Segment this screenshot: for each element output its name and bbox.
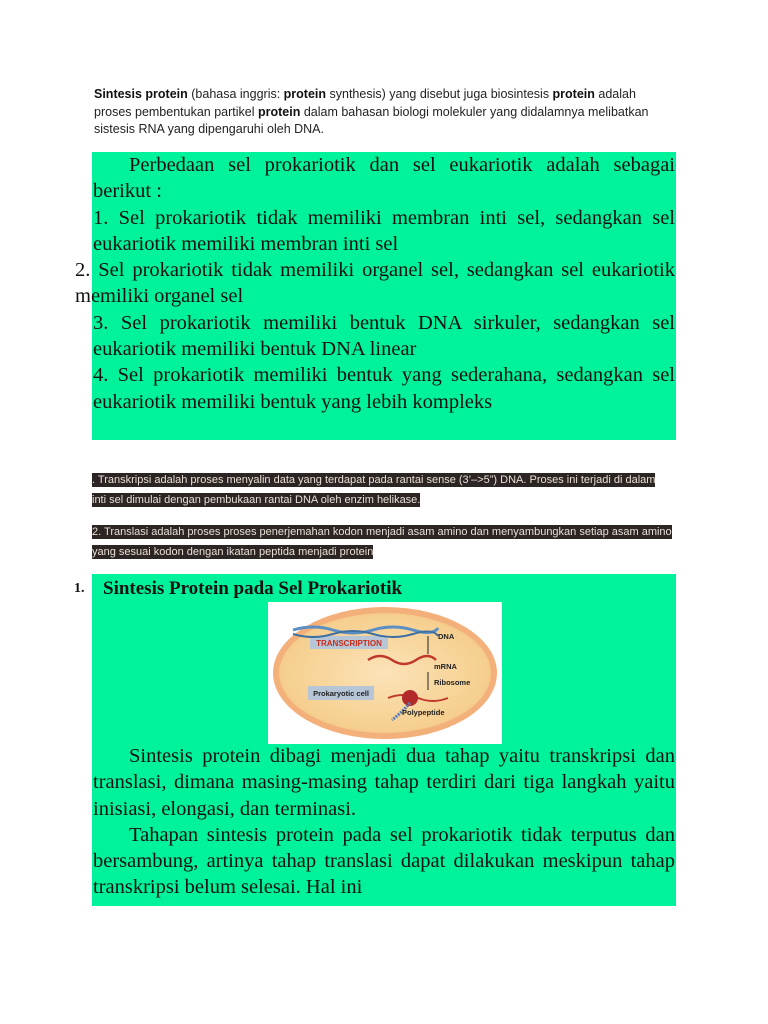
intro-text-1: (bahasa inggris: [187, 87, 284, 101]
ribosome-label: Ribosome [434, 678, 471, 687]
polypeptide-label: Polypeptide [402, 708, 445, 717]
translation-note-text: 2. Translasi adalah proses proses penerjemahan kodon menjadi asam amino dan menyambungkan setiap asam amino yang sesuai kodon dengan ikatan peptida menjadi protein [92, 526, 672, 558]
intro-text-3: adalah proses pembentukan partikel [94, 87, 636, 119]
prokaryote-body [93, 743, 675, 901]
prokaryotic-cell-label: Prokaryotic cell [313, 689, 369, 698]
intro-bold-3: protein [552, 87, 595, 101]
intro-bold-2: protein [283, 87, 327, 101]
section-title: Sintesis Protein pada Sel Prokariotik [103, 578, 403, 599]
transcription-note [92, 470, 672, 510]
body-paragraph-1: Sintesis protein dibagi menjadi dua tahap yaitu transkripsi dan translasi, dimana masing-masing tahap terdiri dari tiga langkah yaitu inisiasi, elongasi, dan terminasi. [93, 745, 675, 820]
mrna-label: mRNA [434, 662, 457, 671]
differences-block [75, 152, 675, 415]
intro-text-4: dalam bahasan biologi molekuler yang didalamnya melibatkan sistesis RNA yang dipengaruhi oleh DNA. [94, 104, 649, 136]
prokaryotic-cell-diagram [268, 602, 502, 744]
cell-cytoplasm [279, 613, 491, 733]
transcription-note-text: . Transkripsi adalah proses menyalin data yang terdapat pada rantai sense (3’–>5”) DNA. Proses ini terjadi di dalam inti sel dimulai dengan pembukaan rantai DNA oleh enzim helikase. [92, 474, 656, 506]
intro-text-2: synthesis) yang disebut juga biosintesis [326, 87, 553, 101]
intro-paragraph [94, 86, 674, 139]
differences-intro: Perbedaan sel prokariotik dan sel eukariotik adalah sebagai berikut : [93, 154, 675, 203]
difference-item-1: 1. Sel prokariotik tidak memiliki membran inti sel, sedangkan sel eukariotik memiliki membran inti sel [93, 206, 675, 255]
transcription-label: TRANSCRIPTION [316, 639, 382, 648]
dna-label: DNA [438, 632, 455, 641]
intro-bold-1: Sintesis protein [94, 87, 188, 101]
section-number: 1. [74, 581, 85, 596]
translation-note [92, 522, 672, 562]
diagram-svg [268, 602, 502, 744]
body-paragraph-2: Tahapan sintesis protein pada sel prokariotik tidak terputus dan bersambung, artinya tahap translasi dapat dilakukan meskipun tahap transkripsi belum selesai. Hal ini [93, 823, 675, 899]
difference-item-2: 2. Sel prokariotik tidak memiliki organel sel, sedangkan sel eukariotik memiliki organel sel [75, 259, 675, 308]
difference-item-4: 4. Sel prokariotik memiliki bentuk yang sederahana, sedangkan sel eukariotik memiliki bentuk yang lebih kompleks [93, 364, 675, 413]
difference-item-3: 3. Sel prokariotik memiliki bentuk DNA sirkuler, sedangkan sel eukariotik memiliki bentuk DNA linear [93, 311, 675, 361]
intro-bold-4: protein [257, 104, 301, 119]
